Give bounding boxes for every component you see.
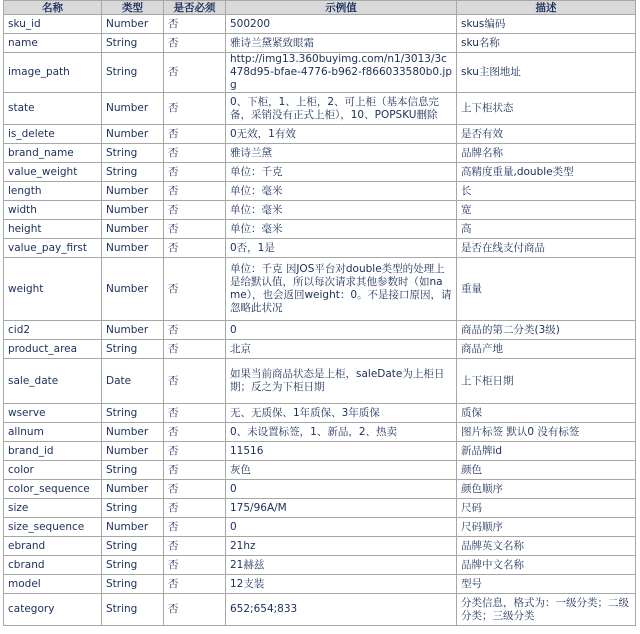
param-description-cell: 图片标签 默认0 没有标签 [457,423,636,442]
param-required-cell: 否 [164,423,226,442]
param-example-cell: 0、下柜，1、上柜，2、可上柜（基本信息完备，采销没有正式上柜），10、POPSKU删除 [226,93,457,125]
param-type-cell: Number [102,480,164,499]
param-type-cell: String [102,144,164,163]
table-row [4,93,636,125]
param-example-cell: 灰色 [226,461,457,480]
param-description-cell: 新品牌id [457,442,636,461]
param-type-cell: Number [102,15,164,34]
param-example-cell: 12支装 [226,575,457,594]
param-name-cell: value_pay_first [4,239,102,258]
table-row [4,258,636,321]
table-row [4,404,636,423]
param-description-cell: 宽 [457,201,636,220]
table-row [4,144,636,163]
param-type-cell: String [102,404,164,423]
param-example-cell: 单位：千克 因JOS平台对double类型的处理上是给默认值，所以每次请求其他参数时（如name），也会返回weight：0。不是接口原因，请忽略此状况 [226,258,457,321]
param-name-cell: color [4,461,102,480]
param-required-cell: 否 [164,220,226,239]
param-type-cell: String [102,34,164,53]
param-name-cell: brand_id [4,442,102,461]
param-example-cell: 21赫兹 [226,556,457,575]
param-description-cell: 尺码 [457,499,636,518]
param-required-cell: 否 [164,93,226,125]
param-required-cell: 否 [164,518,226,537]
param-required-cell: 否 [164,575,226,594]
table-body [4,15,636,626]
param-type-cell: Date [102,359,164,404]
param-type-cell: Number [102,258,164,321]
param-type-cell: String [102,461,164,480]
param-type-cell: Number [102,442,164,461]
param-description-cell: skus编码 [457,15,636,34]
param-description-cell: 品牌中文名称 [457,556,636,575]
param-name-cell: cid2 [4,321,102,340]
param-required-cell: 否 [164,480,226,499]
param-required-cell: 否 [164,182,226,201]
param-description-cell: 颜色顺序 [457,480,636,499]
param-name-cell: weight [4,258,102,321]
param-example-cell: 0 [226,480,457,499]
table-row [4,556,636,575]
table-row [4,423,636,442]
param-required-cell: 否 [164,34,226,53]
param-example-cell: http://img13.360buyimg.com/n1/3013/3c478d95-bfae-4776-b962-f866033580b0.jpg [226,53,457,93]
param-description-cell: 上下柜状态 [457,93,636,125]
param-description-cell: 颜色 [457,461,636,480]
param-name-cell: name [4,34,102,53]
table-row [4,201,636,220]
param-required-cell: 否 [164,239,226,258]
param-name-cell: sale_date [4,359,102,404]
param-description-cell: 重量 [457,258,636,321]
param-required-cell: 否 [164,442,226,461]
param-name-cell: brand_name [4,144,102,163]
param-type-cell: String [102,53,164,93]
param-description-cell: 品牌名称 [457,144,636,163]
param-example-cell: 0 [226,518,457,537]
param-description-cell: 型号 [457,575,636,594]
param-description-cell: 质保 [457,404,636,423]
param-type-cell: Number [102,518,164,537]
param-type-cell: String [102,575,164,594]
header-example: 示例值 [226,1,457,15]
param-example-cell: 11516 [226,442,457,461]
param-type-cell: String [102,594,164,626]
response-params-table-container [3,0,635,626]
param-required-cell: 否 [164,258,226,321]
table-row [4,594,636,626]
param-description-cell: sku名称 [457,34,636,53]
param-name-cell: size_sequence [4,518,102,537]
param-name-cell: state [4,93,102,125]
header-row [4,1,636,15]
param-example-cell: 雅诗兰黛 [226,144,457,163]
param-type-cell: Number [102,321,164,340]
param-example-cell: 500200 [226,15,457,34]
table-row [4,518,636,537]
param-type-cell: Number [102,239,164,258]
table-row [4,182,636,201]
param-name-cell: ebrand [4,537,102,556]
param-description-cell: 长 [457,182,636,201]
table-row [4,442,636,461]
param-description-cell: 分类信息，格式为：一级分类；二级分类；三级分类 [457,594,636,626]
param-name-cell: width [4,201,102,220]
table-row [4,239,636,258]
param-type-cell: String [102,537,164,556]
param-description-cell: 是否有效 [457,125,636,144]
param-example-cell: 0 [226,321,457,340]
table-row [4,340,636,359]
param-example-cell: 21hz [226,537,457,556]
header-description: 描述 [457,1,636,15]
param-required-cell: 否 [164,499,226,518]
param-type-cell: Number [102,201,164,220]
param-required-cell: 否 [164,461,226,480]
param-type-cell: String [102,163,164,182]
param-example-cell: 175/96A/M [226,499,457,518]
param-name-cell: wserve [4,404,102,423]
param-name-cell: is_delete [4,125,102,144]
param-name-cell: image_path [4,53,102,93]
param-required-cell: 否 [164,321,226,340]
param-description-cell: 尺码顺序 [457,518,636,537]
param-description-cell: 商品产地 [457,340,636,359]
table-row [4,34,636,53]
table-row [4,163,636,182]
table-row [4,461,636,480]
table-header [4,1,636,15]
param-type-cell: String [102,499,164,518]
param-required-cell: 否 [164,163,226,182]
param-example-cell: 单位：毫米 [226,220,457,239]
param-type-cell: Number [102,93,164,125]
param-required-cell: 否 [164,53,226,93]
table-row [4,480,636,499]
param-example-cell: 单位：毫米 [226,201,457,220]
table-row [4,53,636,93]
param-name-cell: value_weight [4,163,102,182]
param-type-cell: Number [102,423,164,442]
param-example-cell: 单位：毫米 [226,182,457,201]
param-name-cell: cbrand [4,556,102,575]
header-type: 类型 [102,1,164,15]
param-type-cell: Number [102,182,164,201]
param-required-cell: 否 [164,15,226,34]
table-row [4,575,636,594]
param-example-cell: 单位：千克 [226,163,457,182]
param-name-cell: length [4,182,102,201]
param-example-cell: 0否，1是 [226,239,457,258]
header-required: 是否必须 [164,1,226,15]
param-required-cell: 否 [164,404,226,423]
param-example-cell: 雅诗兰黛紧致眼霜 [226,34,457,53]
header-name: 名称 [4,1,102,15]
param-name-cell: size [4,499,102,518]
param-name-cell: product_area [4,340,102,359]
table-row [4,499,636,518]
param-example-cell: 652;654;833 [226,594,457,626]
param-required-cell: 否 [164,125,226,144]
param-description-cell: sku主图地址 [457,53,636,93]
param-description-cell: 商品的第二分类(3级) [457,321,636,340]
param-description-cell: 是否在线支付商品 [457,239,636,258]
param-description-cell: 高 [457,220,636,239]
response-params-table [3,0,636,626]
param-required-cell: 否 [164,340,226,359]
param-example-cell: 无、无质保、1年质保、3年质保 [226,404,457,423]
param-example-cell: 如果当前商品状态是上柜，saleDate为上柜日期；反之为下柜日期 [226,359,457,404]
param-example-cell: 北京 [226,340,457,359]
param-name-cell: height [4,220,102,239]
param-type-cell: String [102,340,164,359]
table-row [4,125,636,144]
param-type-cell: String [102,556,164,575]
param-name-cell: sku_id [4,15,102,34]
param-type-cell: Number [102,125,164,144]
param-type-cell: Number [102,220,164,239]
table-row [4,321,636,340]
param-required-cell: 否 [164,359,226,404]
table-row [4,220,636,239]
param-required-cell: 否 [164,201,226,220]
param-name-cell: model [4,575,102,594]
table-row [4,15,636,34]
param-description-cell: 高精度重量,double类型 [457,163,636,182]
param-example-cell: 0无效，1有效 [226,125,457,144]
param-required-cell: 否 [164,144,226,163]
param-description-cell: 上下柜日期 [457,359,636,404]
param-name-cell: allnum [4,423,102,442]
param-required-cell: 否 [164,594,226,626]
param-description-cell: 品牌英文名称 [457,537,636,556]
param-name-cell: category [4,594,102,626]
param-example-cell: 0、未设置标签，1、新品，2、热卖 [226,423,457,442]
param-required-cell: 否 [164,537,226,556]
param-required-cell: 否 [164,556,226,575]
table-row [4,359,636,404]
param-name-cell: color_sequence [4,480,102,499]
table-row [4,537,636,556]
